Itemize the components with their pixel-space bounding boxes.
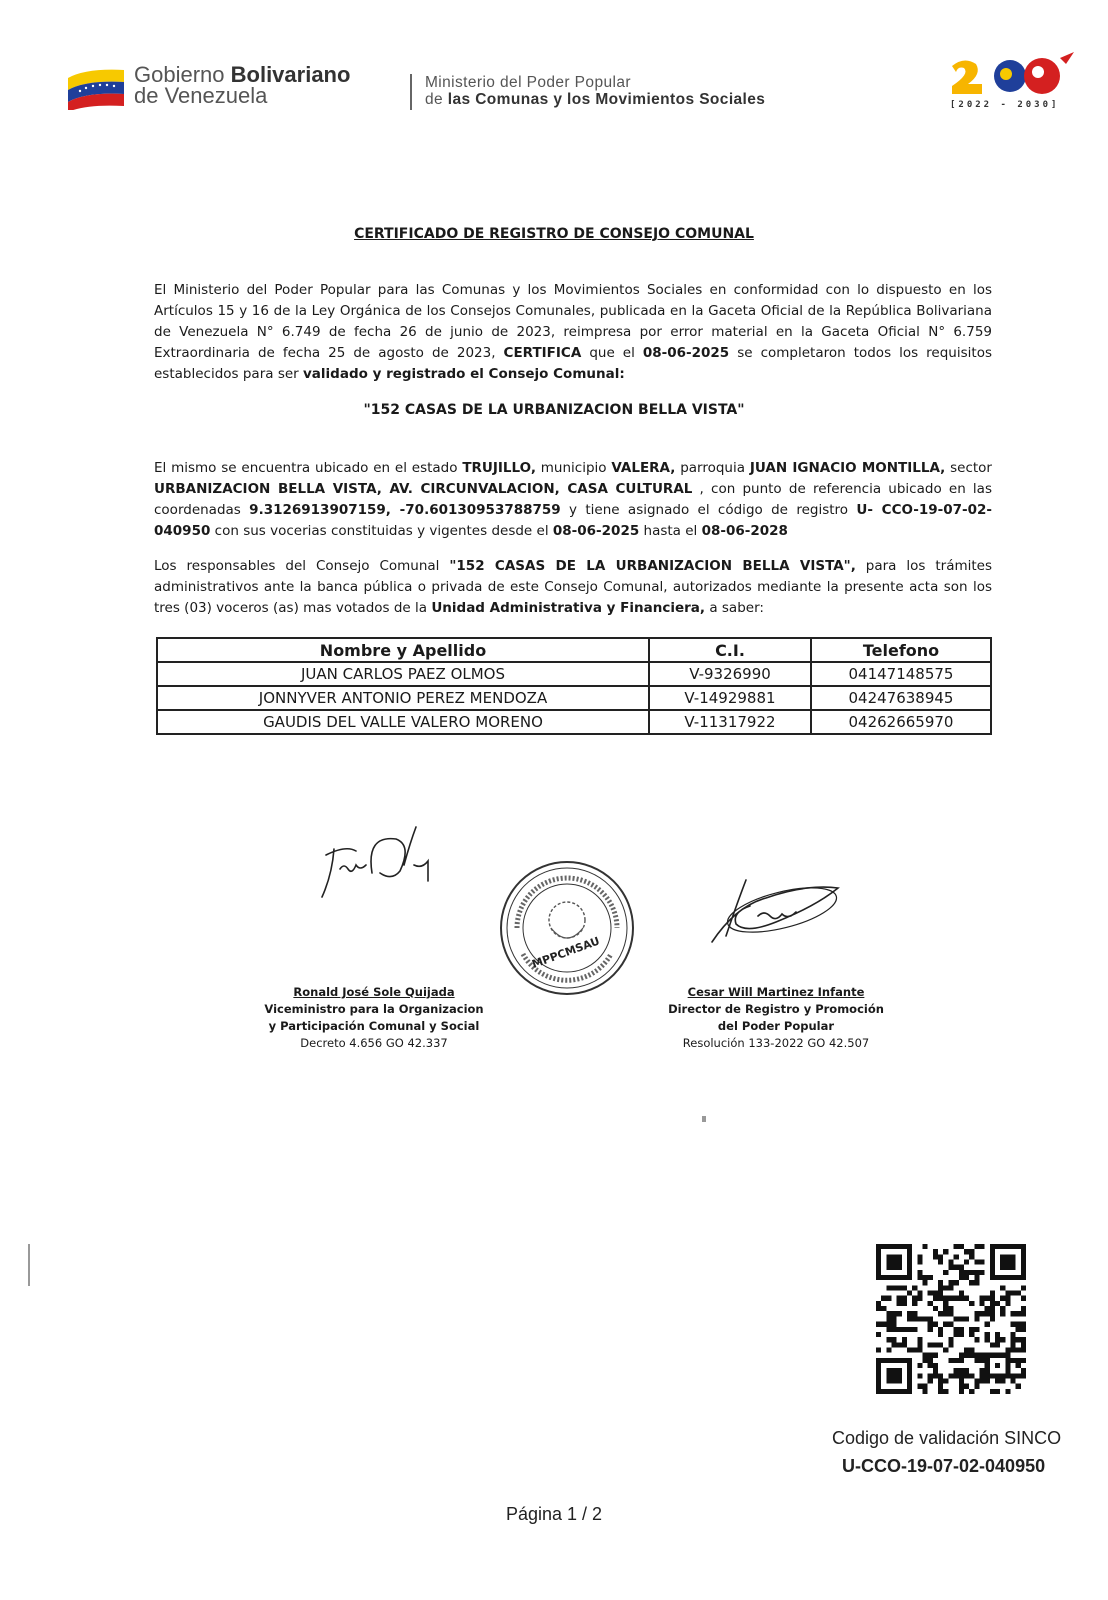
- seal-text: MPPCMSAU: [530, 934, 602, 971]
- government-logo: [66, 62, 486, 112]
- signatory-2: [646, 984, 906, 1052]
- cell-phone: 04247638945: [811, 686, 991, 710]
- signatory-role: del Poder Popular: [717, 1019, 835, 1033]
- cell-ci: V-14929881: [649, 686, 811, 710]
- signatory-1: [244, 984, 504, 1052]
- signatory-name: Ronald José Sole Quijada: [293, 985, 455, 999]
- cell-name: JUAN CARLOS PAEZ OLMOS: [157, 662, 649, 686]
- council-name: "152 CASAS DE LA URBANIZACION BELLA VISTA": [363, 402, 745, 418]
- official-seal: [497, 858, 637, 998]
- venezuela-flag-icon: [66, 66, 126, 110]
- signatory-role: Director de Registro y Promoción: [668, 1002, 884, 1016]
- signatory-role: Viceministro para la Organizacion: [264, 1002, 484, 1016]
- plan-years: [2022 - 2030]: [950, 100, 1060, 110]
- cell-ci: V-11317922: [649, 710, 811, 734]
- cell-phone: 04262665970: [811, 710, 991, 734]
- scan-mark: [28, 1244, 30, 1286]
- ministry-line1: Ministerio del Poder Popular: [425, 74, 631, 91]
- header-ci: C.I.: [649, 638, 811, 662]
- signatory-reference: Resolución 133-2022 GO 42.507: [682, 1036, 870, 1050]
- ministry-line2-prefix: de: [425, 91, 448, 108]
- signatory-role: y Participación Comunal y Social: [268, 1019, 480, 1033]
- responsibles-paragraph: Los responsables del Consejo Comunal "152 CASAS DE LA URBANIZACION BELLA VISTA", para los trámites administrativos ante la banca pública o privada de este Consejo Comunal, autorizados mediante la presente acta son los tres (03) voceros (as) mas votados de la Unidad Administrativa y Financiera, a saber:: [154, 558, 992, 616]
- ministry-name: [425, 74, 765, 108]
- cell-ci: V-9326990: [649, 662, 811, 686]
- scan-mark: [702, 1116, 706, 1122]
- signature-1: [316, 825, 436, 905]
- table-row: [157, 662, 991, 686]
- cell-name: JONNYVER ANTONIO PEREZ MENDOZA: [157, 686, 649, 710]
- ministry-line2-bold: las Comunas y los Movimientos Sociales: [447, 91, 766, 108]
- signature-2: [706, 876, 846, 948]
- qr-code-icon: [876, 1244, 1026, 1394]
- document-title: CERTIFICADO DE REGISTRO DE CONSEJO COMUNAL: [354, 226, 754, 242]
- gov-name-prefix: Gobierno: [134, 62, 231, 87]
- cell-phone: 04147148575: [811, 662, 991, 686]
- location-paragraph: El mismo se encuentra ubicado en el estado TRUJILLO, municipio VALERA, parroquia JUAN IGNACIO MONTILLA, sector URBANIZACION BELLA VISTA, AV. CIRCUNVALACION, CASA CULTURAL , con punto de referencia ubicado en las coordenadas 9.3126913907159, -70.60130953788759 y tiene asignado el código de registro U- CCO-19-07-02-040950 con sus vocerias constituidas y vigentes desde el 08-06-2025 hasta el 08-06-2028: [154, 460, 992, 539]
- header-name: Nombre y Apellido: [157, 638, 649, 662]
- validation-label: Codigo de validación SINCO: [832, 1428, 1062, 1448]
- validation-code: U-CCO-19-07-02-040950: [842, 1456, 1046, 1476]
- certification-paragraph: El Ministerio del Poder Popular para las Comunas y los Movimientos Sociales en conformidad con lo dispuesto en los Artículos 15 y 16 de la Ley Orgánica de los Consejos Comunales, publicada en la Gaceta Oficial de la República Bolivariana de Venezuela N° 6.749 de fecha 26 de junio de 2023, reimpresa por error material en la Gaceta Oficial N° 6.759 Extraordinaria de fecha 25 de agosto de 2023, CERTIFICA que el 08-06-2025 se completaron todos los requisitos establecidos para ser validado y registrado el Consejo Comunal:: [154, 282, 992, 382]
- gov-name-bold: Bolivariano: [230, 62, 351, 87]
- cell-name: GAUDIS DEL VALLE VALERO MORENO: [157, 710, 649, 734]
- page-number: Página 1 / 2: [505, 1504, 603, 1524]
- responsibles-table: [156, 637, 992, 735]
- signatory-name: Cesar Will Martinez Infante: [687, 985, 865, 999]
- table-row: [157, 686, 991, 710]
- signatory-reference: Decreto 4.656 GO 42.337: [300, 1036, 448, 1050]
- header-phone: Telefono: [811, 638, 991, 662]
- header-divider: [410, 74, 412, 110]
- gov-name-line2: de Venezuela: [134, 83, 268, 108]
- table-row: [157, 710, 991, 734]
- table-header-row: [157, 638, 991, 662]
